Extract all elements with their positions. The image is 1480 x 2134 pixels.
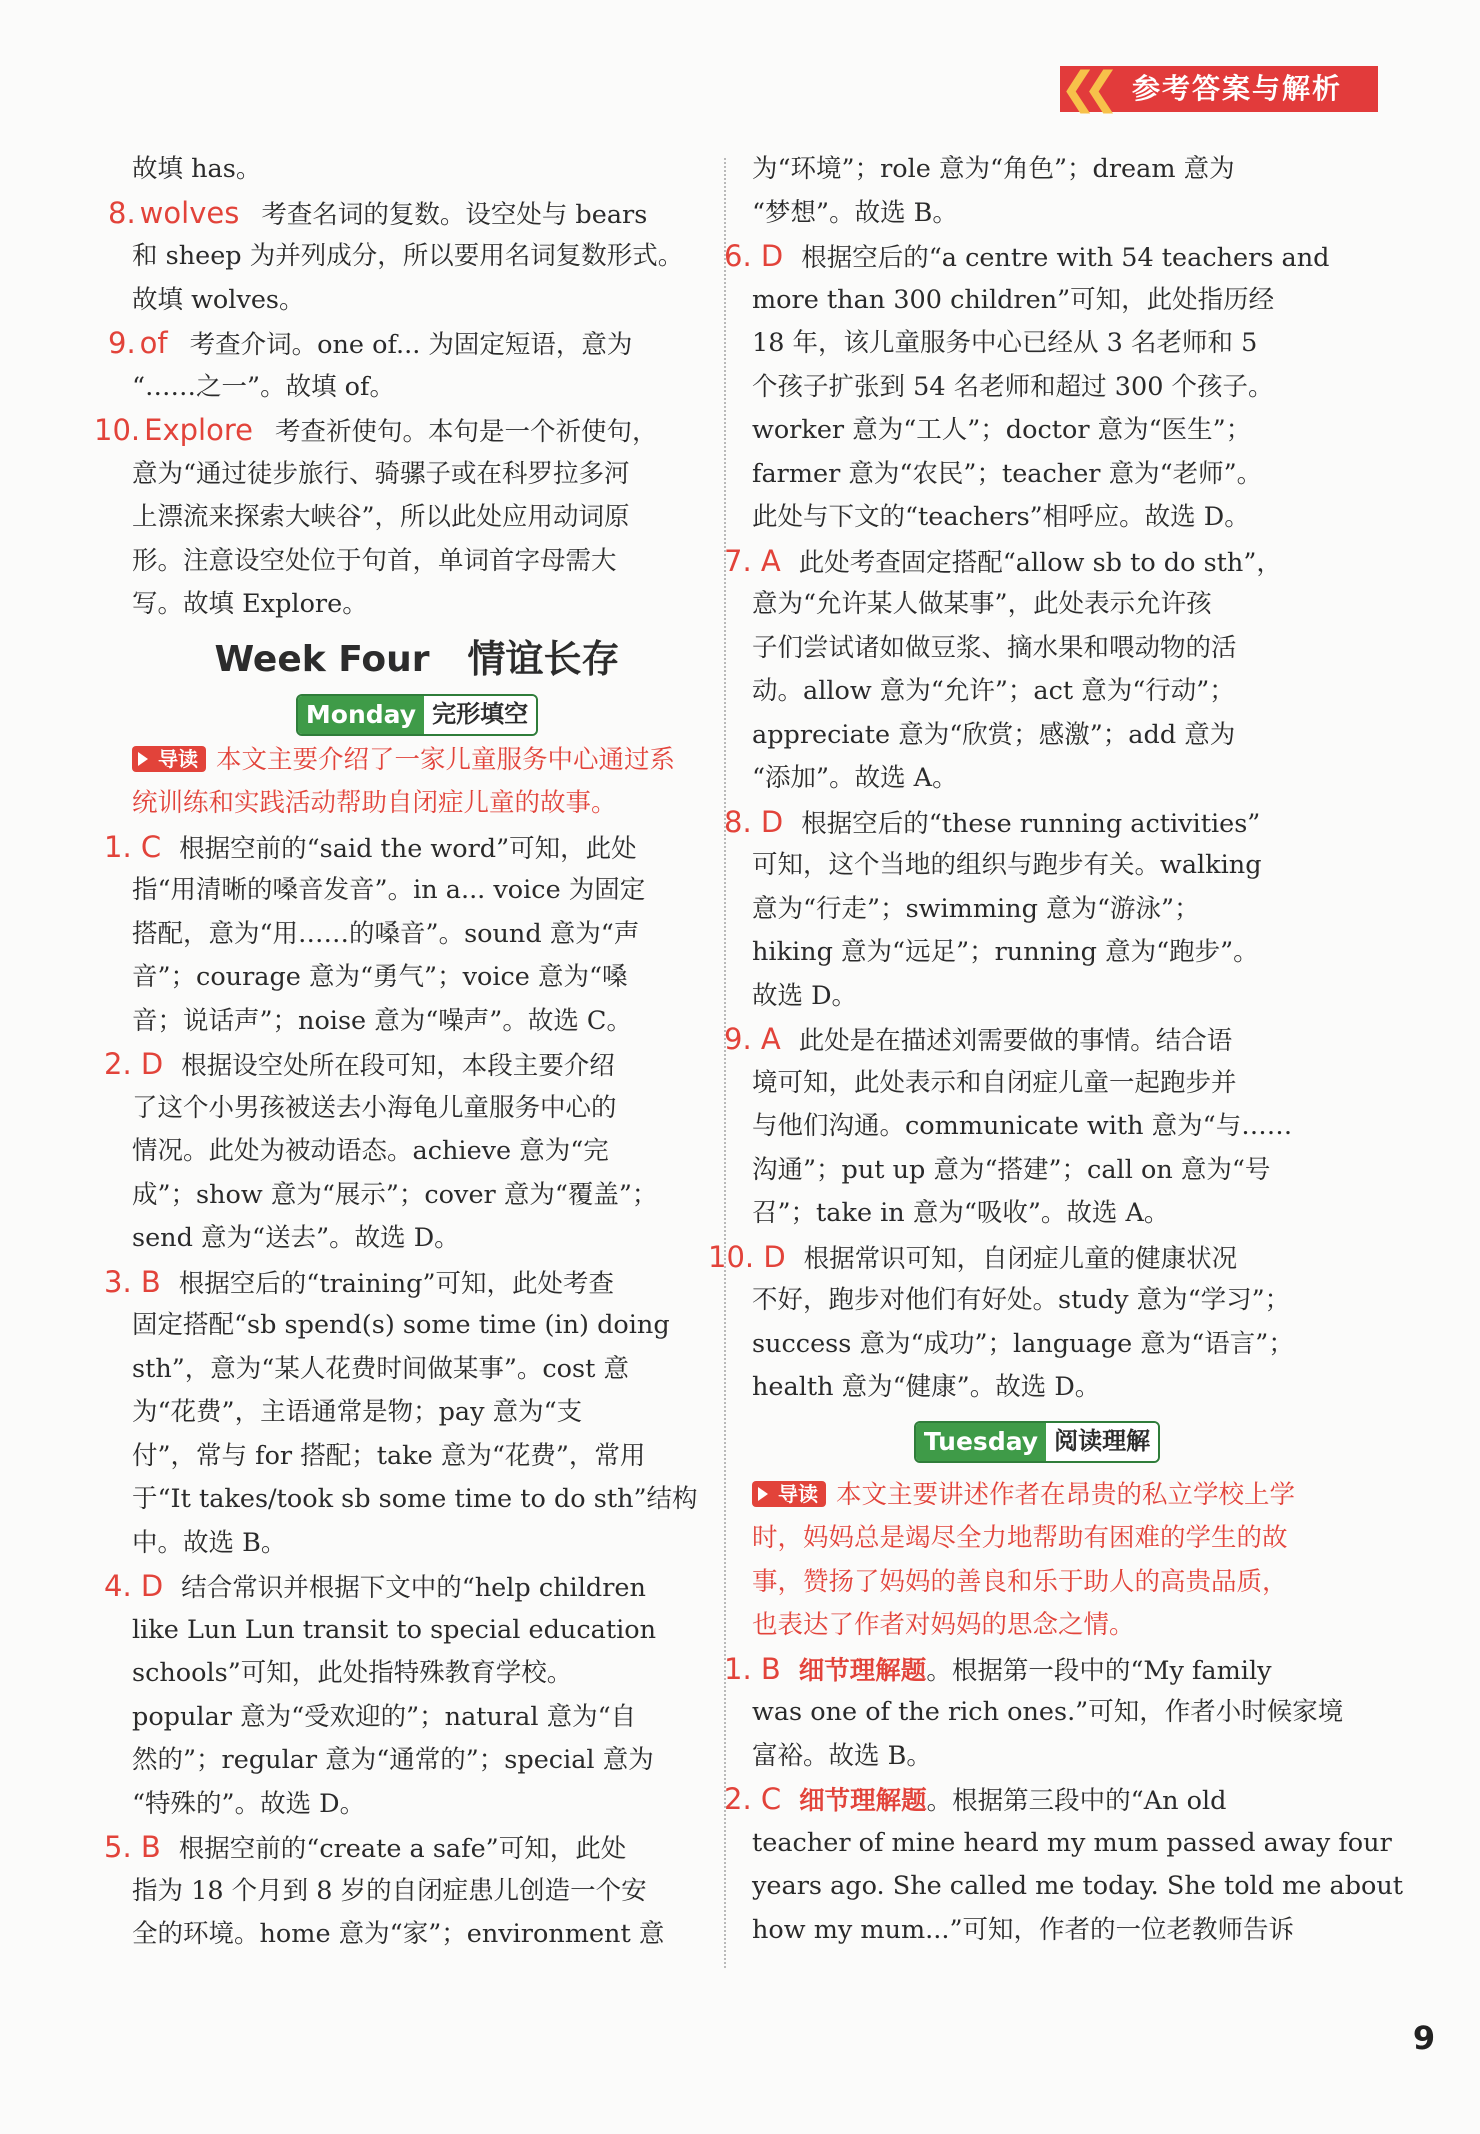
- answer-line: 写。故填 Explore。: [132, 589, 368, 619]
- answer-line: 此处与下文的“teachers”相呼应。故选 D。: [752, 502, 1250, 532]
- left-items-b: [104, 826, 702, 1957]
- answer-line: 故填 wolves。: [132, 284, 305, 315]
- answer-line: 情况。此处为被动语态。achieve 意为“完: [132, 1136, 609, 1166]
- answer-line: health 意为“健康”。故选 D。: [752, 1372, 1101, 1402]
- answer-text: 根据空后的“training”可知，此处考查: [178, 1268, 614, 1299]
- answer-line: sth”，意为“某人花费时间做某事”。cost 意: [132, 1353, 629, 1384]
- left-column: [94, 148, 702, 1957]
- answer-item: [104, 826, 702, 1044]
- answer-line: 中。故选 B。: [132, 1527, 287, 1558]
- continuation-line: “梦想”。故选 B。: [752, 197, 958, 228]
- right-items-a: [708, 235, 1330, 1410]
- answer-line: [108, 322, 702, 366]
- answer-number: 2. C: [724, 1782, 782, 1816]
- answer-item: [724, 1648, 1344, 1779]
- question-type: 细节理解题: [798, 1655, 927, 1686]
- answer-line: [104, 826, 702, 870]
- answer-line: farmer 意为“农民”；teacher 意为“老师”。: [752, 458, 1263, 489]
- answer-line: 成”；show 意为“展示”；cover 意为“覆盖”；: [132, 1179, 658, 1210]
- answer-line: 于“It takes/took sb some time to do sth”结构: [132, 1484, 698, 1514]
- answer-word: Explore: [144, 413, 253, 447]
- guide-text: 本文主要介绍了一家儿童服务中心通过系: [216, 744, 676, 775]
- answer-line: [724, 540, 1322, 584]
- answer-line: 意为“通过徒步旅行、骑骡子或在科罗拉多河: [132, 458, 630, 489]
- answer-line: popular 意为“受欢迎的”；natural 意为“自: [132, 1701, 637, 1732]
- answer-line: 沟通”；put up 意为“搭建”；call on 意为“号: [752, 1154, 1271, 1185]
- column-divider: [724, 158, 726, 1968]
- answer-text: 此处是在描述刘需要做的事情。结合语: [798, 1026, 1233, 1056]
- answer-text: 。根据第三段中的“An old: [926, 1786, 1227, 1816]
- question-type: 细节理解题: [799, 1786, 927, 1816]
- answer-number: 1. C: [104, 829, 162, 864]
- answer-line: 音”；courage 意为“勇气”；voice 意为“嗓: [132, 962, 628, 992]
- answer-item: [94, 409, 702, 627]
- answer-item: [724, 1778, 1404, 1952]
- answer-text: 此处考查固定搭配“allow sb to do sth”，: [798, 547, 1282, 578]
- double-chevron-icon: ❮❮: [1060, 63, 1106, 114]
- answer-line: like Lun Lun transit to special education: [132, 1614, 656, 1645]
- answer-number: 9.: [108, 326, 136, 360]
- continuation-line: 为“环境”；role 意为“角色”；dream 意为: [752, 154, 1235, 184]
- answer-line: 不好，跑步对他们有好处。study 意为“学习”；: [752, 1285, 1291, 1315]
- answer-line: [104, 1043, 702, 1087]
- answer-line: “特殊的”。故选 D。: [132, 1788, 366, 1819]
- monday-badge-day: Monday: [298, 696, 424, 734]
- answer-line: 付”，常与 for 搭配；take 意为“花费”，常用: [132, 1440, 646, 1471]
- week-title-en: Week Four: [214, 638, 430, 680]
- guide-line: 也表达了作者对妈妈的思念之情。: [752, 1610, 1135, 1640]
- answer-line: how my mum...”可知，作者的一位老教师告诉: [752, 1914, 1295, 1945]
- right-column: [708, 148, 1404, 1952]
- answer-line: 召”；take in 意为“吸收”。故选 A。: [752, 1198, 1170, 1228]
- tuesday-badge-type: 阅读理解: [1046, 1423, 1158, 1461]
- answer-text: 考查名词的复数。设空处与 bears: [261, 199, 648, 230]
- answer-line: [708, 1236, 1322, 1280]
- answer-item: [104, 1261, 702, 1566]
- answer-line: 全的环境。home 意为“家”；environment 意: [132, 1919, 665, 1949]
- answer-line: 子们尝试诸如做豆浆、摘水果和喂动物的活: [752, 632, 1237, 663]
- tuesday-badge: [914, 1421, 1160, 1463]
- tuesday-badge-day: Tuesday: [916, 1423, 1046, 1461]
- guide-line: 事，赞扬了妈妈的善良和乐于助人的高贵品质，: [752, 1566, 1288, 1597]
- guide-line: [132, 739, 702, 783]
- monday-badge-type: 完形填空: [424, 696, 536, 734]
- answer-line: 搭配，意为“用……的嗓音”。sound 意为“声: [132, 918, 640, 949]
- answer-line: appreciate 意为“欣赏；感激”；add 意为: [752, 719, 1236, 750]
- answer-number: 9. A: [724, 1022, 781, 1056]
- answer-line: 与他们沟通。communicate with 意为“与……: [752, 1111, 1293, 1141]
- answer-item: [108, 192, 702, 323]
- answer-item: [104, 1565, 702, 1826]
- answer-item: [104, 1826, 702, 1957]
- answer-line: 意为“允许某人做某事”，此处表示允许孩: [752, 589, 1212, 619]
- answer-line: years ago. She called me today. She told me about: [752, 1871, 1404, 1901]
- guide-text: 本文主要讲述作者在昂贵的私立学校上学: [836, 1479, 1296, 1510]
- answer-text: 结合常识并根据下文中的“help children: [181, 1573, 646, 1603]
- guide-line: [752, 1474, 1322, 1518]
- page-number: 9: [1412, 2019, 1436, 2057]
- answer-line: 形。注意设空处位于句首，单词首字母需大: [132, 545, 617, 576]
- answer-line: 音；说话声”；noise 意为“噪声”。故选 C。: [132, 1005, 632, 1036]
- answer-line: 可知，这个当地的组织与跑步有关。walking: [752, 850, 1262, 880]
- answer-line: [104, 1826, 702, 1870]
- tuesday-guide: [752, 1474, 1322, 1648]
- answer-text: 根据设空处所在段可知，本段主要介绍: [181, 1051, 615, 1081]
- answer-line: 指“用清晰的嗓音发音”。in a... voice 为固定: [132, 875, 646, 905]
- guide-tag: 导读: [132, 746, 206, 772]
- monday-badge: [296, 694, 538, 736]
- answer-number: 2. D: [104, 1047, 164, 1081]
- answer-text: 根据空前的“said the word”可知，此处: [179, 833, 637, 864]
- answer-number: 3. B: [104, 1264, 161, 1299]
- answer-line: [724, 1778, 1322, 1822]
- answer-line: 境可知，此处表示和自闭症儿童一起跑步并: [752, 1067, 1237, 1098]
- answer-item: [724, 540, 1322, 801]
- answer-line: send 意为“送去”。故选 D。: [132, 1223, 460, 1253]
- guide-tag: 导读: [752, 1481, 826, 1507]
- answer-text: 考查祈使句。本句是一个祈使句，: [274, 417, 658, 447]
- answer-number: 8.: [108, 195, 136, 230]
- answer-line: “添加”。故选 A。: [752, 763, 958, 793]
- answer-item: [724, 1018, 1322, 1236]
- week-title: [132, 629, 702, 691]
- answer-item: [104, 1043, 702, 1261]
- answer-line: 然的”；regular 意为“通常的”；special 意为: [132, 1745, 654, 1775]
- answer-word: of: [139, 326, 168, 360]
- answer-number: 4. D: [104, 1569, 164, 1603]
- answer-line: 18 年，该儿童服务中心已经从 3 名老师和 5: [752, 328, 1258, 358]
- answer-line: 意为“行走”；swimming 意为“游泳”；: [752, 893, 1200, 924]
- answer-item: [708, 1236, 1322, 1410]
- monday-guide: [132, 739, 702, 826]
- answer-line: [108, 192, 702, 236]
- answer-line: [724, 235, 1330, 279]
- answer-word: wolves: [139, 195, 240, 230]
- answer-line: 动。allow 意为“允许”；act 意为“行动”；: [752, 676, 1235, 706]
- answer-item: [108, 322, 702, 409]
- answer-number: 8. D: [724, 804, 784, 839]
- answer-line: 了这个小男孩被送去小海龟儿童服务中心的: [132, 1092, 617, 1123]
- answer-number: 7. A: [724, 543, 781, 578]
- answer-line: 上漂流来探索大峡谷”，所以此处应用动词原: [132, 502, 630, 532]
- continuation-line: 故填 has。: [132, 154, 262, 184]
- answer-line: 故选 D。: [752, 980, 858, 1011]
- answer-line: “……之一”。故填 of。: [132, 371, 395, 402]
- left-items-a: [94, 192, 702, 627]
- answer-line: schools”可知，此处指特殊教育学校。: [132, 1658, 573, 1688]
- answer-number: 10. D: [708, 1239, 786, 1274]
- answer-line: 固定搭配“sb spend(s) some time (in) doing: [132, 1310, 670, 1340]
- header-title: 参考答案与解析: [1132, 72, 1343, 105]
- answer-text: 考查介词。one of... 为固定短语，意为: [189, 330, 633, 360]
- monday-badge-row: [132, 691, 702, 739]
- answer-number: 10.: [94, 413, 141, 447]
- answer-line: success 意为“成功”；language 意为“语言”；: [752, 1328, 1294, 1359]
- answer-line: 个孩子扩张到 54 名老师和超过 300 个孩子。: [752, 371, 1274, 402]
- answer-text: 。根据第一段中的“My family: [926, 1655, 1272, 1686]
- answer-number: 6. D: [724, 239, 784, 273]
- answer-line: 和 sheep 为并列成分，所以要用名词复数形式。: [132, 241, 684, 271]
- answer-line: [724, 1648, 1322, 1692]
- answer-line: worker 意为“工人”；doctor 意为“医生”；: [752, 415, 1252, 445]
- answer-line: hiking 意为“远足”；running 意为“跑步”。: [752, 937, 1259, 967]
- answer-item: [724, 235, 1330, 540]
- answer-text: 根据空后的“a centre with 54 teachers and: [801, 243, 1330, 273]
- right-items-b: [724, 1648, 1404, 1953]
- answer-number: 5. B: [104, 1830, 161, 1864]
- answer-line: [724, 801, 1322, 845]
- answer-text: 根据空后的“these running activities”: [801, 808, 1261, 839]
- answer-item: [724, 801, 1322, 1019]
- answer-line: teacher of mine heard my mum passed away four: [752, 1827, 1392, 1858]
- answer-text: 根据空前的“create a safe”可知，此处: [178, 1834, 627, 1864]
- answer-line: was one of the rich ones.”可知，作者小时候家境: [752, 1697, 1344, 1727]
- week-title-cn: 情谊长存: [467, 636, 620, 681]
- tuesday-badge-row: [752, 1410, 1322, 1474]
- answer-line: [724, 1018, 1322, 1062]
- answer-line: 指为 18 个月到 8 岁的自闭症患儿创造一个安: [132, 1875, 647, 1906]
- answer-line: 富裕。故选 B。: [752, 1740, 932, 1771]
- guide-line: 时，妈妈总是竭尽全力地帮助有困难的学生的故: [752, 1523, 1288, 1553]
- answer-line: more than 300 children”可知，此处指历经: [752, 284, 1275, 315]
- answer-line: [94, 409, 702, 453]
- answer-number: 1. B: [724, 1651, 781, 1686]
- answer-line: [104, 1261, 702, 1305]
- guide-line: 统训练和实践活动帮助自闭症儿童的故事。: [132, 788, 617, 818]
- answer-line: [104, 1565, 702, 1609]
- answer-text: 根据常识可知，自闭症儿童的健康状况: [803, 1243, 1238, 1274]
- answer-line: 为“花费”，主语通常是物；pay 意为“支: [132, 1397, 583, 1427]
